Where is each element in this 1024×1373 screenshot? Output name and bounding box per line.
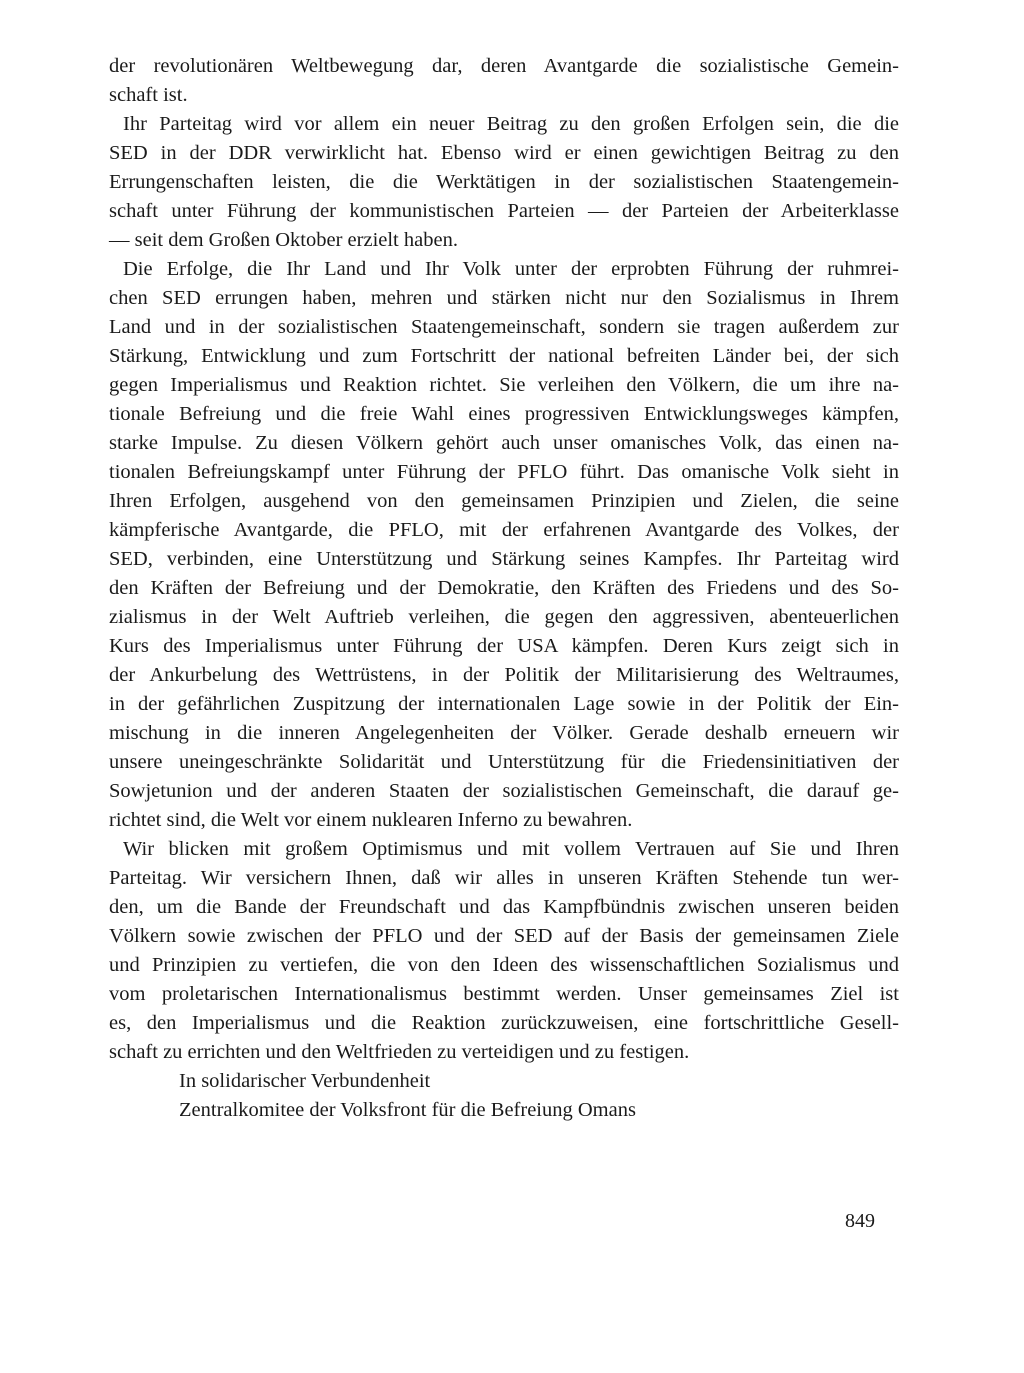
text-line: mischung in die inneren Angelegenheiten der Völker. Gerade deshalb erneuern wir <box>109 722 899 744</box>
text-line: SED, verbinden, eine Unterstützung und Stärkung seines Kampfes. Ihr Parteitag wird <box>109 548 899 570</box>
text-line: Kurs des Imperialismus unter Führung der USA kämpfen. Deren Kurs zeigt sich in <box>109 635 899 657</box>
text-line: chen SED errungen haben, mehren und stärken nicht nur den Sozialismus in Ihrem <box>109 287 899 309</box>
text-line: in der gefährlichen Zuspitzung der internationalen Lage sowie in der Politik der Ein- <box>109 693 899 715</box>
text-line: Sowjetunion und der anderen Staaten der sozialistischen Gemeinschaft, die darauf ge- <box>109 780 899 802</box>
text-line: den Kräften der Befreiung und der Demokratie, den Kräften des Friedens und des So- <box>109 577 899 599</box>
text-line: Ihren Erfolgen, ausgehend von den gemeinsamen Prinzipien und Zielen, die seine <box>109 490 899 512</box>
text-line: den, um die Bande der Freundschaft und das Kampfbündnis zwischen unseren beiden <box>109 896 899 918</box>
closing-salutation: In solidarischer Verbundenheit <box>179 1070 431 1092</box>
text-line: SED in der DDR verwirklicht hat. Ebenso wird er einen gewichtigen Beitrag zu den <box>109 142 899 164</box>
text-line: kämpferische Avantgarde, die PFLO, mit der erfahrenen Avantgarde des Volkes, der <box>109 519 899 541</box>
paragraph-3 <box>109 255 899 835</box>
text-line: — seit dem Großen Oktober erzielt haben. <box>109 229 458 251</box>
paragraph-4 <box>109 835 899 1067</box>
text-line: starke Impulse. Zu diesen Völkern gehört auch unser omanisches Volk, das einen na- <box>109 432 899 454</box>
text-line: schaft zu errichten und den Weltfrieden zu verteidigen und zu festigen. <box>109 1041 690 1063</box>
text-line: Stärkung, Entwicklung und zum Fortschritt der national befreiten Länder bei, der sich <box>109 345 899 367</box>
text-line: schaft ist. <box>109 84 188 106</box>
text-line: Errungenschaften leisten, die die Werktätigen in der sozialistischen Staatengemein- <box>109 171 899 193</box>
text-line: und Prinzipien zu vertiefen, die von den Ideen des wissenschaftlichen Sozialismus und <box>109 954 899 976</box>
text-line: Parteitag. Wir versichern Ihnen, daß wir alles in unseren Kräften Stehende tun wer- <box>109 867 899 889</box>
paragraph-1 <box>109 52 899 110</box>
text-line: schaft unter Führung der kommunistischen Parteien — der Parteien der Arbeiterklasse <box>109 200 899 222</box>
text-line: Die Erfolge, die Ihr Land und Ihr Volk unter der erprobten Führung der ruhmrei- <box>123 258 899 280</box>
text-line: vom proletarischen Internationalismus bestimmt werden. Unser gemeinsames Ziel ist <box>109 983 899 1005</box>
closing-signatory: Zentralkomitee der Volksfront für die Befreiung Omans <box>179 1099 636 1121</box>
text-line: gegen Imperialismus und Reaktion richtet. Sie verleihen den Völkern, die um ihre na- <box>109 374 899 396</box>
text-line: tionalen Befreiungskampf unter Führung der PFLO führt. Das omanische Volk sieht in <box>109 461 899 483</box>
text-line: Land und in der sozialistischen Staatengemeinschaft, sondern sie tragen außerdem zur <box>109 316 899 338</box>
text-line: der Ankurbelung des Wettrüstens, in der Politik der Militarisierung des Weltraumes, <box>109 664 899 686</box>
text-line: unsere uneingeschränkte Solidarität und Unterstützung für die Friedensinitiativen der <box>109 751 899 773</box>
text-line: zialismus in der Welt Auftrieb verleihen, die gegen den aggressiven, abenteuerlichen <box>109 606 899 628</box>
page-number: 849 <box>845 1210 875 1232</box>
text-line: Ihr Parteitag wird vor allem ein neuer Beitrag zu den großen Erfolgen sein, die die <box>123 113 899 135</box>
text-line: tionale Befreiung und die freie Wahl eines progressiven Entwicklungsweges kämpfen, <box>109 403 899 425</box>
text-line: Völkern sowie zwischen der PFLO und der SED auf der Basis der gemeinsamen Ziele <box>109 925 899 947</box>
closing-block <box>109 1067 899 1125</box>
text-line: es, den Imperialismus und die Reaktion zurückzuweisen, eine fortschrittliche Gesell- <box>109 1012 899 1034</box>
text-line: richtet sind, die Welt vor einem nuklearen Inferno zu bewahren. <box>109 809 633 831</box>
text-line: der revolutionären Weltbewegung dar, deren Avantgarde die sozialistische Gemein- <box>109 55 899 77</box>
paragraph-2 <box>109 110 899 255</box>
text-line: Wir blicken mit großem Optimismus und mit vollem Vertrauen auf Sie und Ihren <box>123 838 899 860</box>
document-body <box>109 52 899 1125</box>
